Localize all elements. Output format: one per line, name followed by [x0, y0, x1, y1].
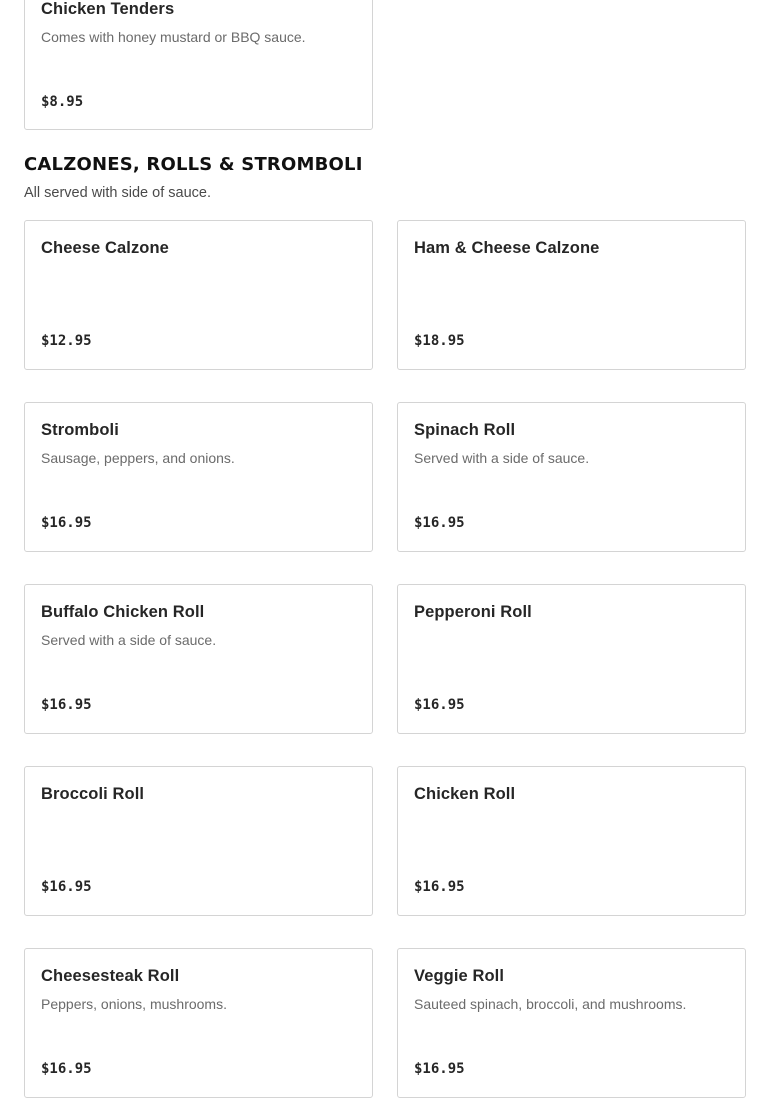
menu-item-description: Peppers, onions, mushrooms.	[41, 996, 227, 1012]
menu-item-name: Cheese Calzone	[41, 239, 169, 257]
menu-item-card-chicken-roll[interactable]	[397, 766, 746, 916]
menu-item-card-buffalo-chicken-roll[interactable]	[24, 584, 373, 734]
menu-item-name: Pepperoni Roll	[414, 603, 532, 621]
menu-item-description: Comes with honey mustard or BBQ sauce.	[41, 29, 306, 45]
menu-item-card-stromboli[interactable]	[24, 402, 373, 552]
menu-item-card-broccoli-roll[interactable]	[24, 766, 373, 916]
menu-item-description: Served with a side of sauce.	[41, 632, 217, 648]
menu-item-name: Ham & Cheese Calzone	[414, 239, 600, 257]
menu-item-name: Stromboli	[41, 421, 119, 439]
menu-item-card-cheese-calzone[interactable]	[24, 220, 373, 370]
menu-item-card-veggie-roll[interactable]	[397, 948, 746, 1098]
menu-item-name: Broccoli Roll	[41, 785, 145, 803]
menu-item-price: $16.95	[414, 1061, 465, 1077]
menu-item-description: Sauteed spinach, broccoli, and mushrooms.	[414, 996, 687, 1012]
menu-item-description: Served with a side of sauce.	[414, 450, 590, 466]
menu-item-name: Chicken Tenders	[41, 0, 175, 18]
menu-item-name: Chicken Roll	[414, 785, 516, 803]
menu-item-name: Spinach Roll	[414, 421, 516, 439]
menu-item-card-spinach-roll[interactable]	[397, 402, 746, 552]
menu-item-price: $18.95	[414, 333, 465, 349]
menu-item-description: Sausage, peppers, and onions.	[41, 450, 235, 466]
menu-item-price: $8.95	[41, 94, 84, 110]
menu-item-price: $16.95	[414, 697, 465, 713]
menu-item-price: $12.95	[41, 333, 92, 349]
menu-item-card-cheesesteak-roll[interactable]	[24, 948, 373, 1098]
menu-item-card-pepperoni-roll[interactable]	[397, 584, 746, 734]
menu-item-price: $16.95	[41, 879, 92, 895]
menu-item-price: $16.95	[41, 515, 92, 531]
section-description: All served with side of sauce.	[24, 185, 211, 201]
menu-item-price: $16.95	[414, 515, 465, 531]
menu-item-name: Veggie Roll	[414, 967, 505, 985]
menu-item-card-chicken-tenders[interactable]	[24, 0, 373, 130]
menu-item-name: Buffalo Chicken Roll	[41, 603, 205, 621]
menu-item-card-ham-cheese-calzone[interactable]	[397, 220, 746, 370]
section-title: CALZONES, ROLLS & STROMBOLI	[24, 154, 363, 175]
menu-item-name: Cheesesteak Roll	[41, 967, 180, 985]
menu-item-price: $16.95	[414, 879, 465, 895]
menu-item-price: $16.95	[41, 697, 92, 713]
menu-item-price: $16.95	[41, 1061, 92, 1077]
